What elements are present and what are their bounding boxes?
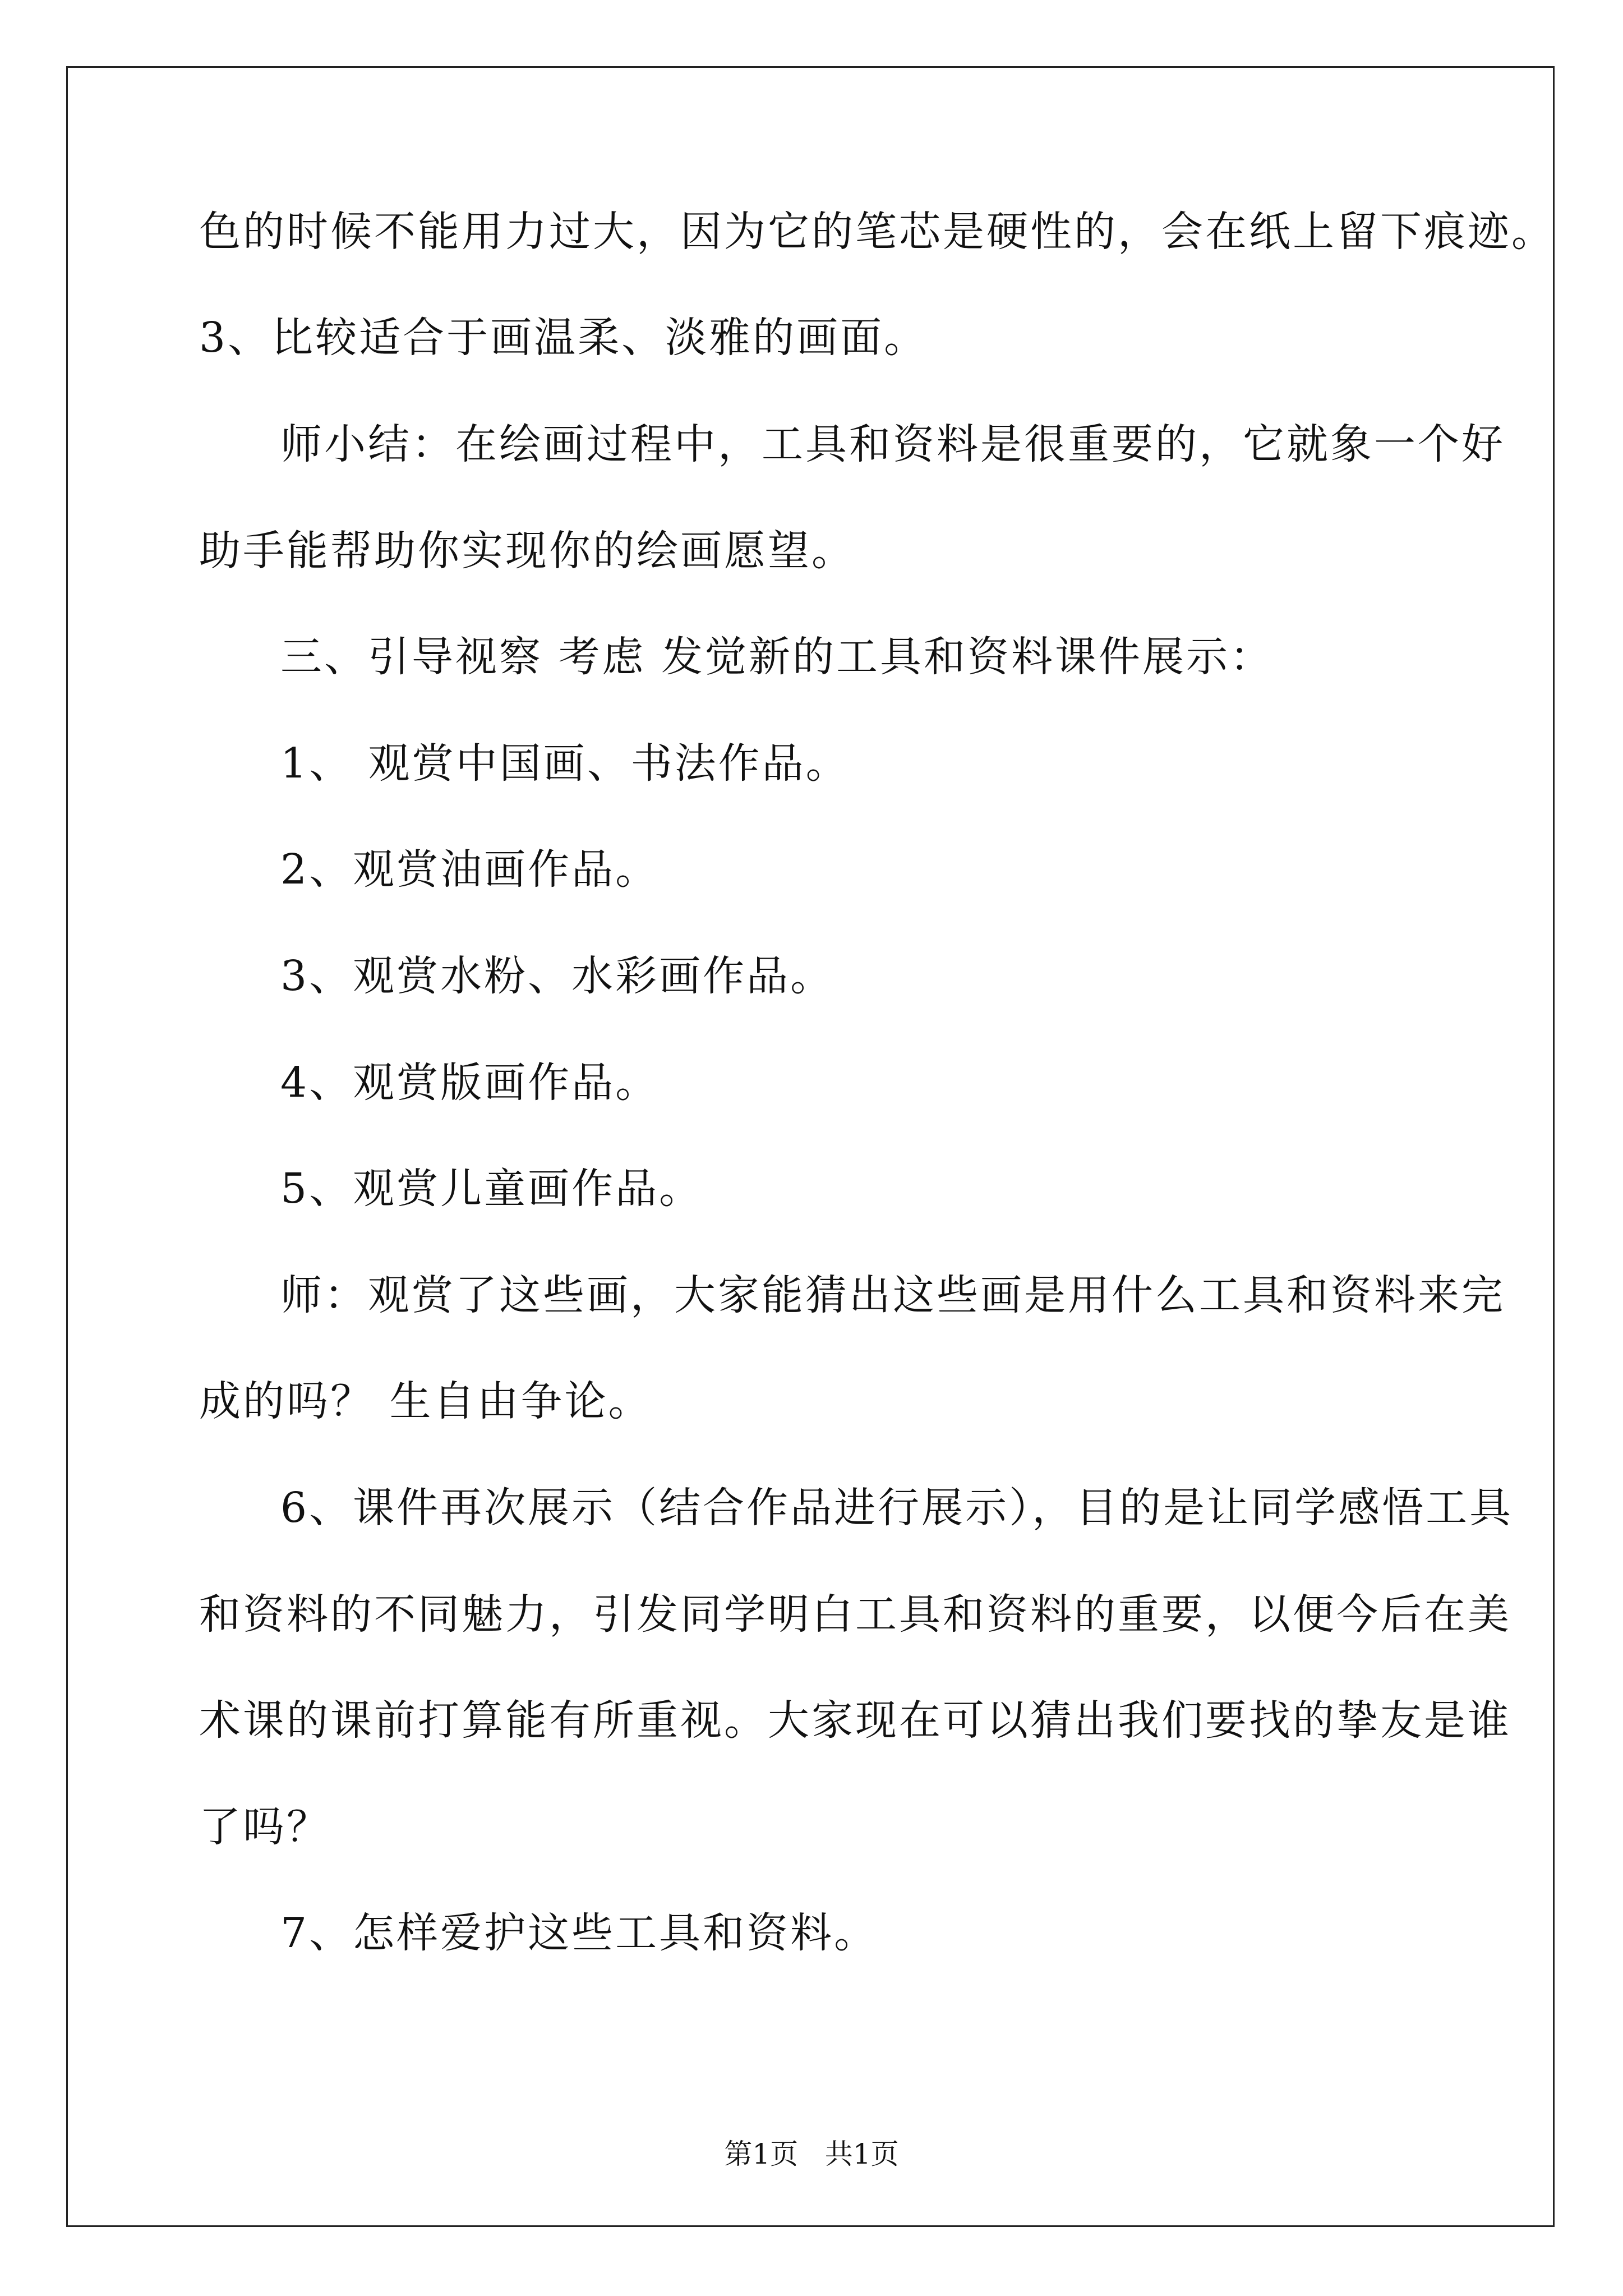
- text-line: 1、 观赏中国画、书法作品。: [280, 739, 850, 788]
- text-line: 2、观赏油画作品。: [280, 845, 660, 894]
- text-line: 助手能帮助你实现你的绘画愿望。: [199, 527, 855, 575]
- text-line: 3、观赏水粉、水彩画作品。: [280, 952, 834, 1000]
- text-line: 师：观赏了这些画，大家能猜出这些画是用什么工具和资料来完: [280, 1271, 1505, 1319]
- text-line: 和资料的不同魅力，引发同学明白工具和资料的重要，以便今后在美: [199, 1590, 1511, 1639]
- text-line: 7、怎样爱护这些工具和资料。: [280, 1909, 878, 1957]
- text-line: 6、课件再次展示（结合作品进行展示），目的是让同学感悟工具: [280, 1484, 1514, 1532]
- page-border: [66, 66, 1555, 2227]
- text-line: 3、比较适合于画温柔、淡雅的画面。: [199, 314, 928, 362]
- text-line: 三、引导视察 考虑 发觉新的工具和资料课件展示：: [280, 633, 1274, 681]
- text-line: 了吗？: [199, 1803, 330, 1851]
- text-line: 术课的课前打算能有所重视。大家现在可以猜出我们要找的挚友是谁: [199, 1696, 1511, 1745]
- text-line: 色的时候不能用力过大，因为它的笔芯是硬性的，会在纸上留下痕迹。: [199, 208, 1555, 256]
- page-footer: 第1页 共1页: [724, 2138, 899, 2170]
- text-line: 成的吗？ 生自由争论。: [199, 1377, 652, 1425]
- text-line: 5、观赏儿童画作品。: [280, 1165, 703, 1213]
- text-line: 师小结：在绘画过程中，工具和资料是很重要的，它就象一个好: [280, 420, 1505, 468]
- text-line: 4、观赏版画作品。: [280, 1059, 660, 1107]
